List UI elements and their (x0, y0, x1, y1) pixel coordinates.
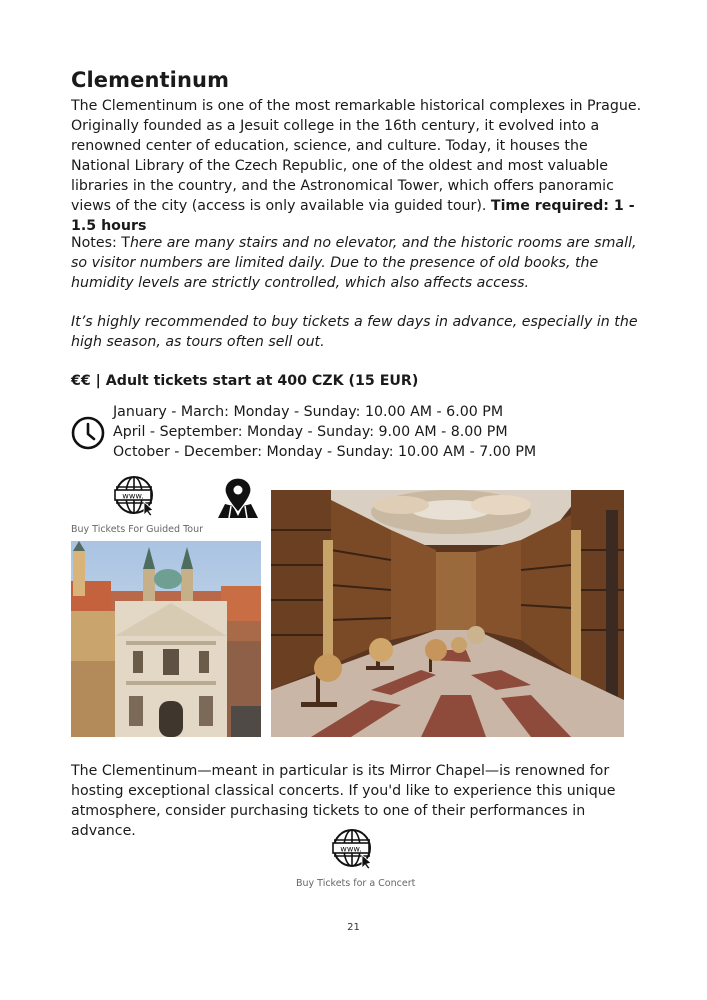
hours-row: January - March: Monday - Sunday: 10.00 AM - 6.00 PM (113, 404, 504, 420)
concert-paragraph: The Clementinum—meant in particular is its Mirror Chapel—is renowned for hosting exceptional classical concerts. If you'd like to experience this unique atmosphere, consider purchasing tickets to one of their performances in advance. (71, 763, 616, 839)
price-line: €€ | Adult tickets start at 400 CZK (15 EUR) (71, 373, 419, 389)
map-pin-icon[interactable] (215, 476, 261, 520)
svg-text:www.: www. (122, 491, 144, 501)
guided-tour-link[interactable]: Buy Tickets For Guided Tour (71, 524, 203, 535)
time-required: Time required: 1 - 1.5 hours (71, 198, 635, 234)
church-photo (71, 541, 261, 737)
globe-www-icon[interactable] (113, 475, 157, 517)
notes-prefix: Notes: T (71, 235, 130, 251)
library-hall-photo (271, 490, 624, 737)
hours-row: October - December: Monday - Sunday: 10.00 AM - 7.00 PM (113, 444, 537, 460)
page-title: Clementinum (71, 68, 230, 92)
recommendation-paragraph: It’s highly recommended to buy tickets a few days in advance, especially in the high season, as tours often sell out. (71, 314, 638, 350)
opening-hours-list (113, 402, 536, 462)
page-number: 21 (347, 922, 360, 933)
notes-paragraph (71, 233, 651, 293)
intro-paragraph (71, 96, 651, 236)
hours-row: April - September: Monday - Sunday: 9.00 AM - 8.00 PM (113, 424, 508, 440)
concert-tickets-link[interactable]: Buy Tickets for a Concert (296, 878, 416, 889)
intro-text: The Clementinum is one of the most remarkable historical complexes in Prague. Originally founded as a Jesuit college in the 16th century, it evolved into a renowned center of education, science, and culture. Today, it houses the National Library of the Czech Republic, one of the oldest and most valuable libraries in the country, and the Astronomical Tower, which offers panoramic views of the city (access is only available via guided tour). (71, 98, 642, 214)
clock-icon (71, 416, 105, 450)
globe-www-icon[interactable] (331, 828, 375, 870)
svg-text:www.: www. (340, 844, 362, 854)
notes-text: here are many stairs and no elevator, and the historic rooms are small, so visitor numbers are limited daily. Due to the presence of old books, the humidity levels are strictly controlled, which also affects access. (71, 235, 637, 291)
